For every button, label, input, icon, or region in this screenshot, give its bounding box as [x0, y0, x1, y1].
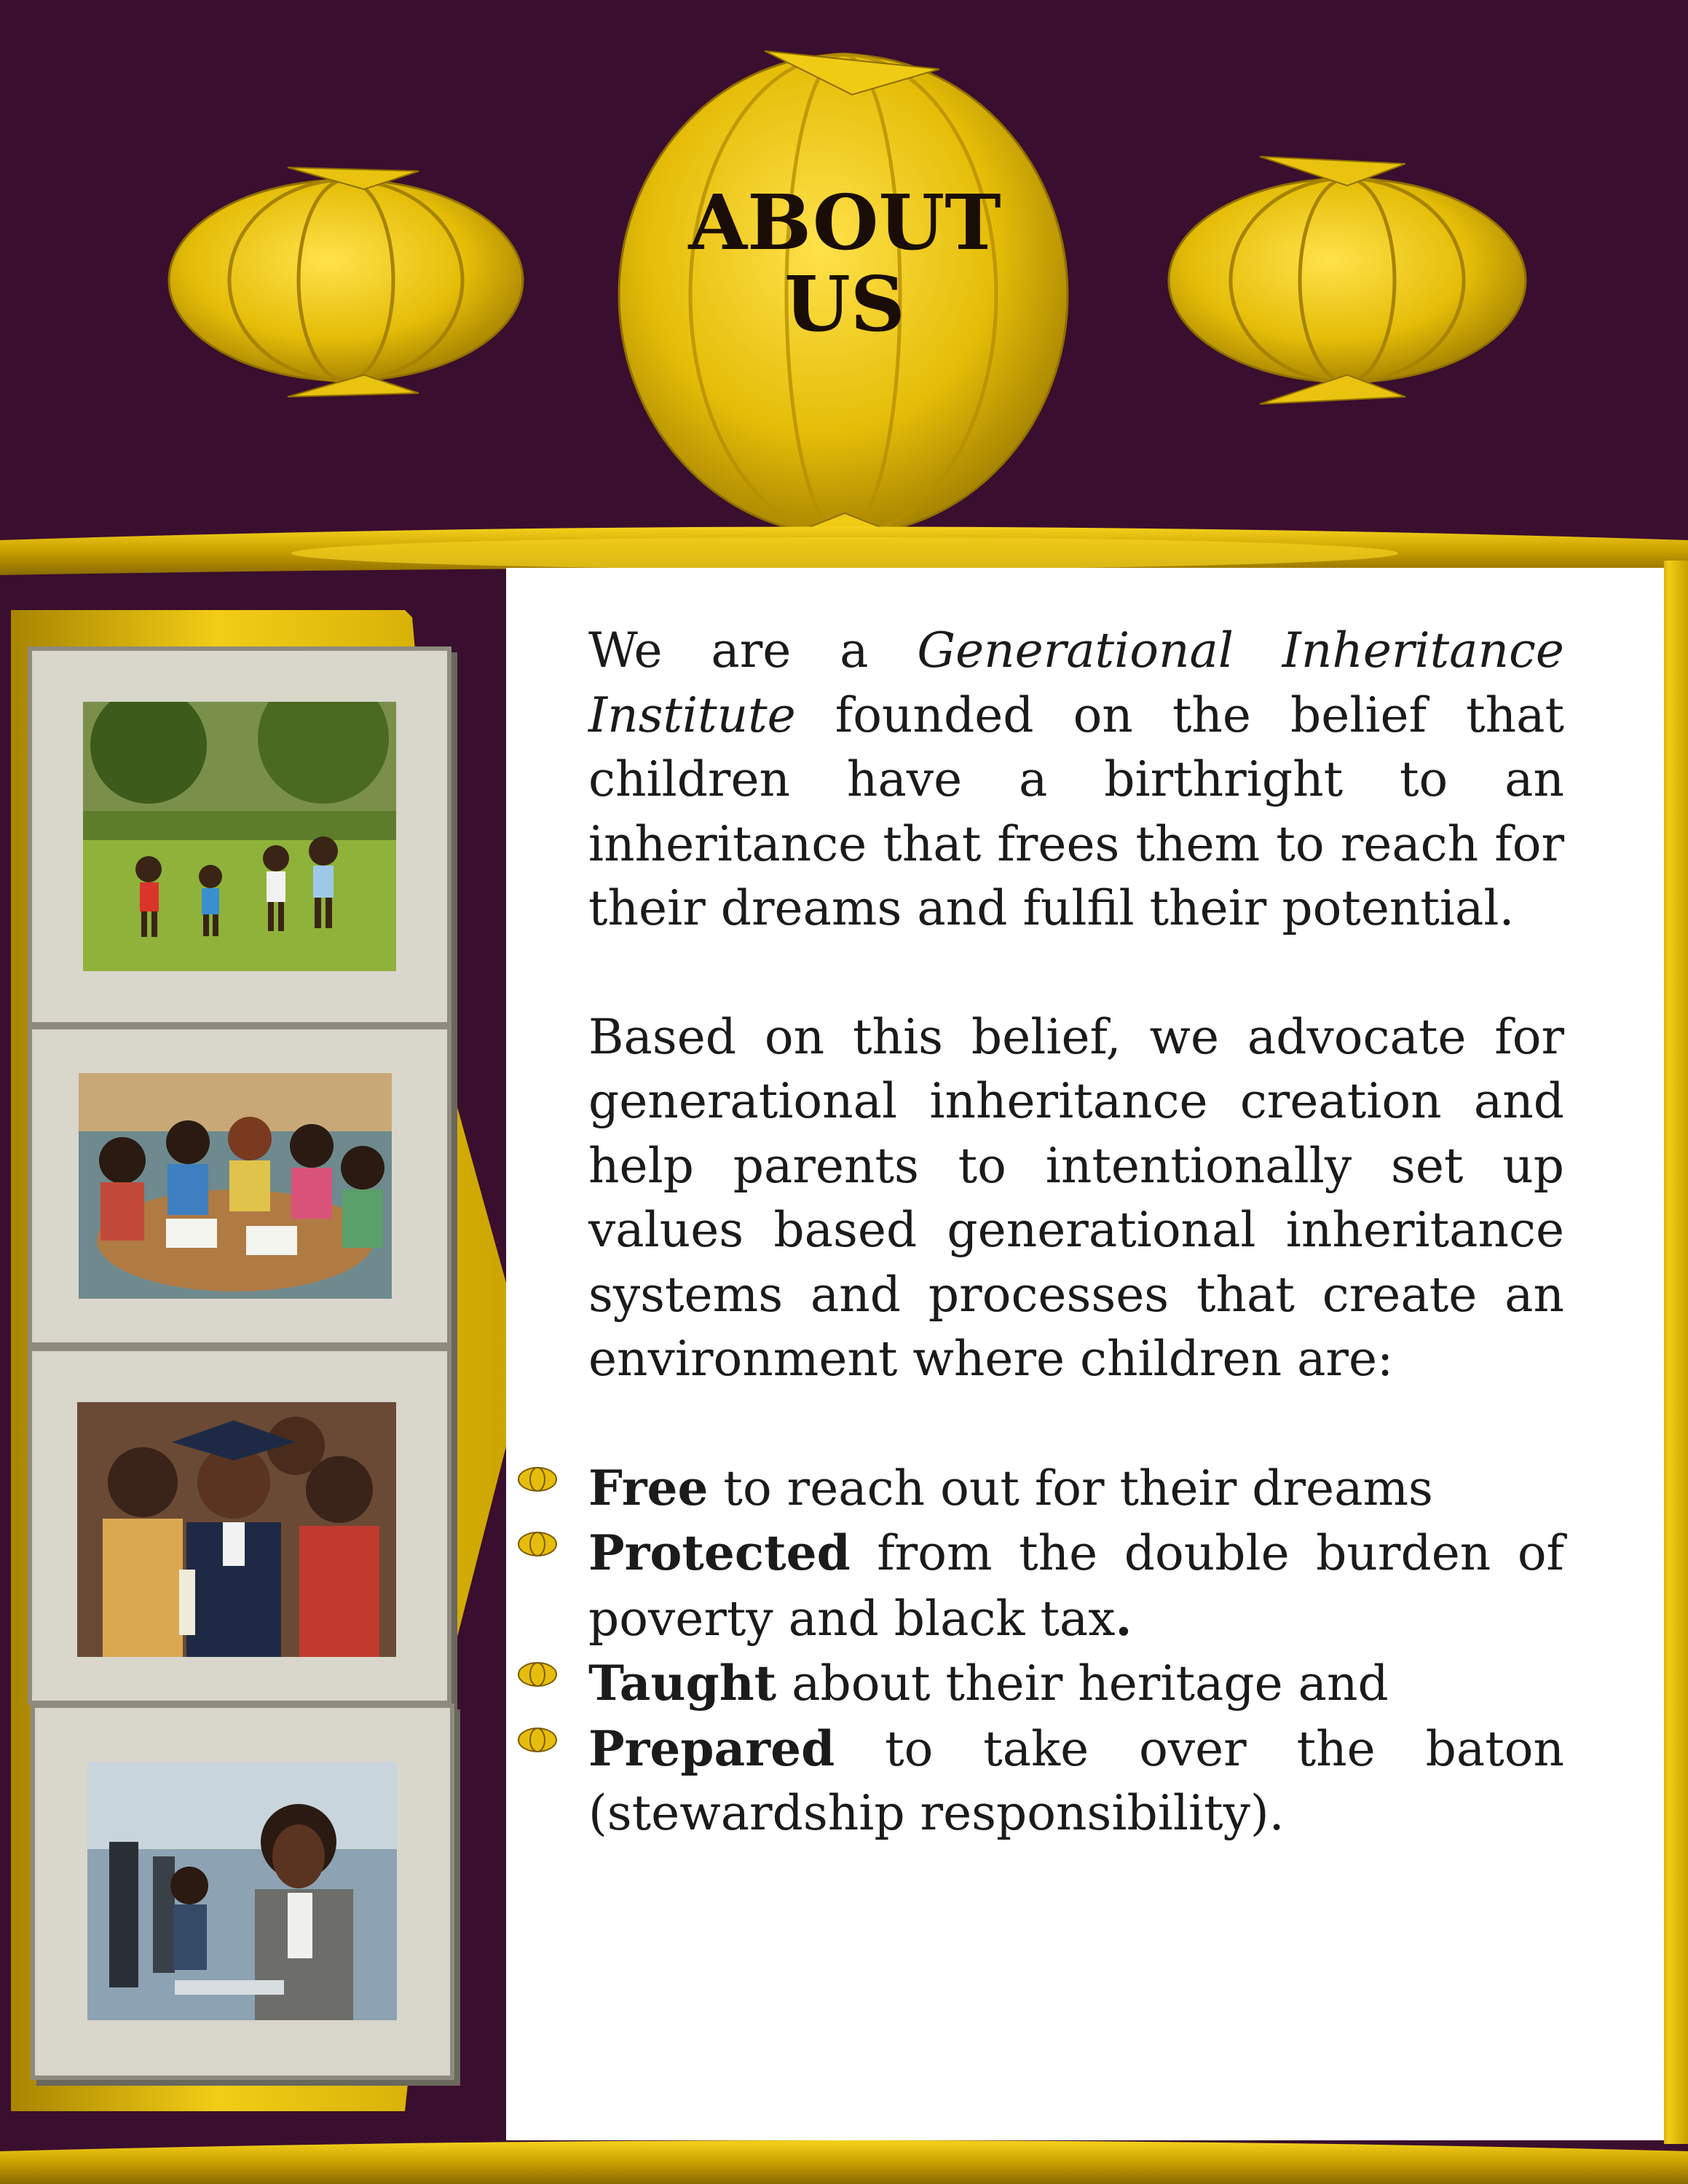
bullet-bold-free: Free [588, 1459, 709, 1516]
graduate-family-photo [77, 1402, 396, 1657]
photo-frame-2 [28, 1025, 451, 1347]
title-line-1: ABOUT [688, 178, 1001, 267]
photo-frame-4 [31, 1704, 454, 2080]
left-ornament-icon [169, 167, 523, 397]
title-line-2: US [784, 259, 905, 349]
page-title [655, 178, 1034, 349]
bullet-text: from the double burden of poverty and black tax [588, 1525, 1564, 1647]
institute-name: Generational Inheritance Institute [588, 622, 1564, 743]
bottom-scroll-bar [0, 2140, 1688, 2184]
bullet-trail: . [1115, 1589, 1132, 1647]
gold-bullet-icon [517, 1530, 558, 1559]
right-ornament-icon [1169, 157, 1526, 404]
photo-frame-1 [28, 646, 451, 1026]
intro-text-end: founded on the belief that children have a birthright to an inheritance that frees them to reach for their dreams and fulfil their potential. [588, 687, 1564, 936]
children-running-photo [83, 702, 396, 971]
advocacy-paragraph: Based on this belief, we advocate for generational inheritance creation and help parents to intentionally set up values based generational inheritance systems and processes that create an environment where children are: [588, 1008, 1564, 1387]
intro-paragraph [588, 619, 1564, 941]
photo-frame-3 [28, 1347, 451, 1705]
intro-text-start: We are a [588, 622, 918, 678]
bullet-bold-protected: Protected [588, 1524, 851, 1581]
list-item [588, 1651, 1564, 1717]
list-item [588, 1521, 1564, 1651]
list-item [588, 1456, 1564, 1522]
benefits-list [588, 1456, 1564, 1846]
gold-bullet-icon [517, 1725, 558, 1754]
gold-bullet-icon [517, 1465, 558, 1494]
woman-at-computer-photo [87, 1762, 397, 2020]
gold-bullet-icon [517, 1660, 558, 1689]
children-drawing-photo [79, 1073, 392, 1299]
bullet-text: to take over the baton (stewardship responsibility). [588, 1720, 1564, 1841]
bullet-text: about their heritage and [776, 1655, 1389, 1712]
bullet-text: to reach out for their dreams [708, 1460, 1433, 1516]
bullet-bold-taught: Taught [588, 1655, 777, 1712]
list-item [588, 1717, 1564, 1846]
bullet-bold-prepared: Prepared [588, 1720, 835, 1777]
about-content [588, 619, 1564, 1846]
